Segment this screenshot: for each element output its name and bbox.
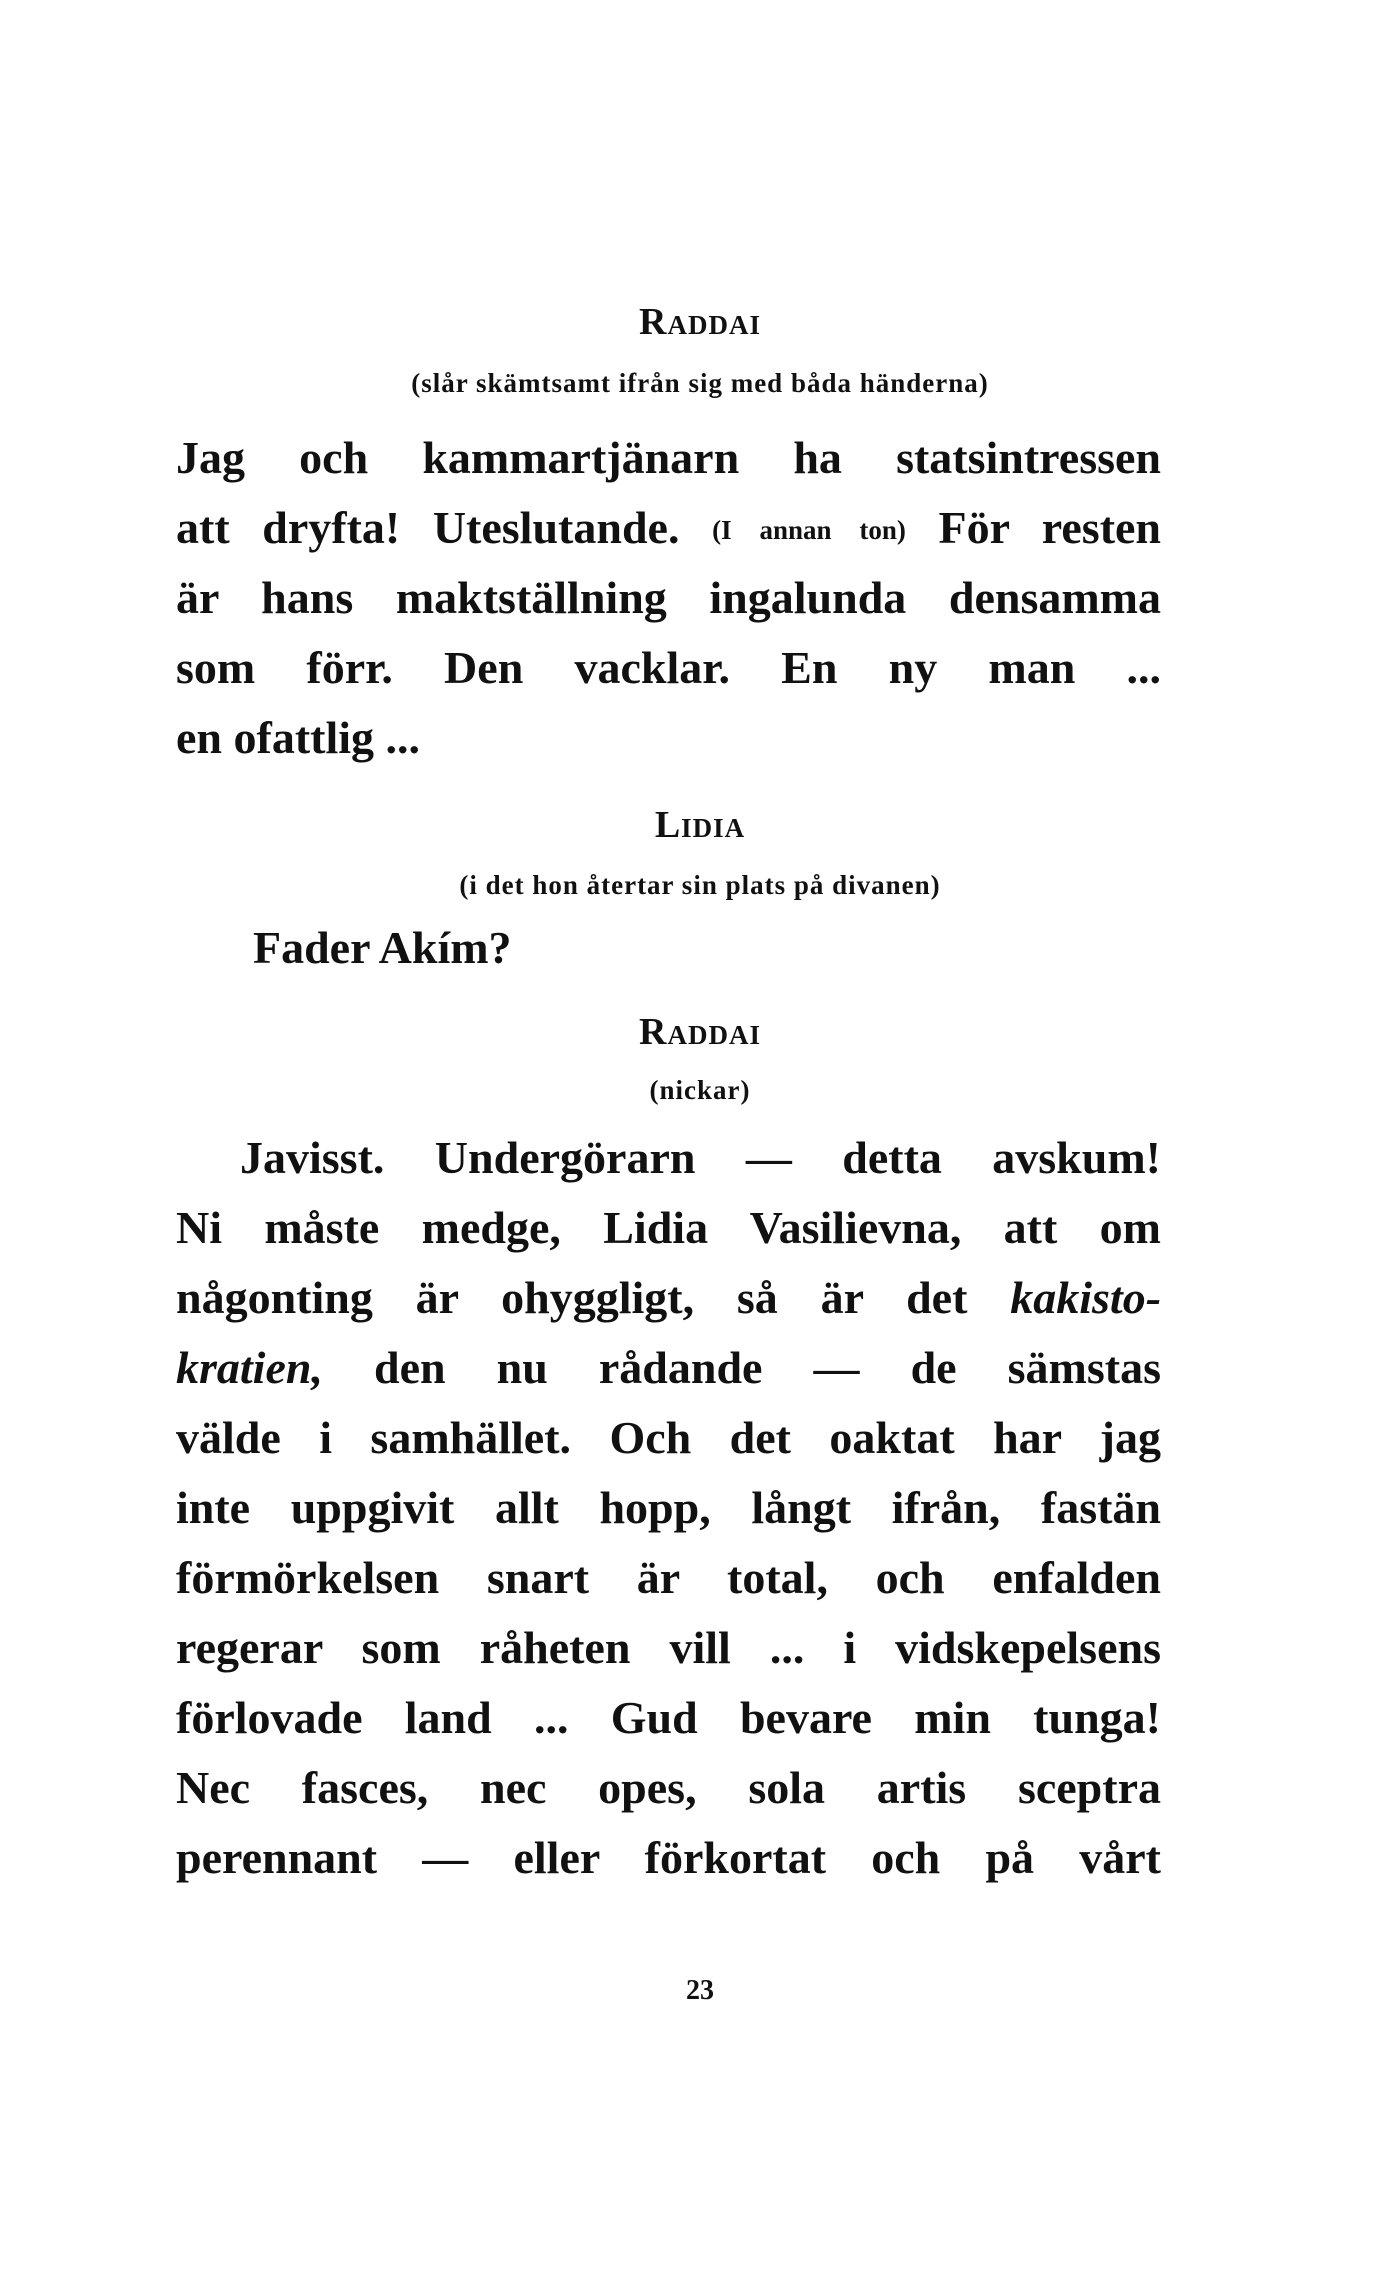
- dialogue-line: som förr. Den vacklar. En ny man ...: [176, 642, 1161, 693]
- dialogue-fragment: någonting är ohyggligt, så är det: [176, 1272, 968, 1323]
- dialogue-line: [176, 502, 1162, 553]
- inline-stage-direction: (I annan ton): [712, 515, 906, 545]
- dialogue-fragment-italic: kratien,: [176, 1342, 323, 1393]
- dialogue-line: Ni måste medge, Lidia Vasilievna, att om: [176, 1202, 1161, 1253]
- dialogue-line: Jag och kammartjänarn ha statsintressen: [176, 432, 1161, 483]
- dialogue-line: välde i samhället. Och det oaktat har jag: [176, 1412, 1161, 1463]
- speaker-name: Lidia: [654, 804, 746, 846]
- dialogue-fragment: att dryfta! Uteslutande.: [176, 502, 680, 553]
- dialogue-line: är hans maktställning ingalunda densamma: [176, 572, 1161, 623]
- dialogue-line: Nec fasces, nec opes, sola artis sceptra: [176, 1762, 1161, 1813]
- dialogue-line: [176, 1272, 1162, 1323]
- dialogue-fragment: den nu rådande — de sämstas: [374, 1342, 1161, 1393]
- dialogue-line: perennant — eller förkortat och på vårt: [176, 1832, 1161, 1883]
- stage-direction: (nickar): [649, 1075, 751, 1105]
- dialogue-line: regerar som råheten vill ... i vidskepelsens: [176, 1622, 1161, 1673]
- speaker-name: Raddai: [639, 1011, 761, 1053]
- stage-direction: (slår skämtsamt ifrån sig med båda händerna): [411, 368, 989, 398]
- dialogue-fragment: För resten: [938, 502, 1162, 553]
- dialogue-fragment-italic: kakisto-: [1010, 1272, 1162, 1323]
- stage-direction: (i det hon återtar sin plats på divanen): [459, 870, 941, 900]
- dialogue-line: Fader Akím?: [253, 922, 512, 973]
- speaker-name: Raddai: [639, 301, 761, 343]
- dialogue-line: en ofattlig ...: [176, 712, 421, 763]
- dialogue-line: inte uppgivit allt hopp, långt ifrån, fastän: [176, 1482, 1161, 1533]
- dialogue-line: Javisst. Undergörarn — detta avskum!: [240, 1132, 1161, 1183]
- dialogue-line: [176, 1342, 1161, 1393]
- dialogue-line: förmörkelsen snart är total, och enfalden: [176, 1552, 1161, 1603]
- dialogue-line: förlovade land ... Gud bevare min tunga!: [176, 1692, 1161, 1743]
- page-number: 23: [686, 1975, 714, 2006]
